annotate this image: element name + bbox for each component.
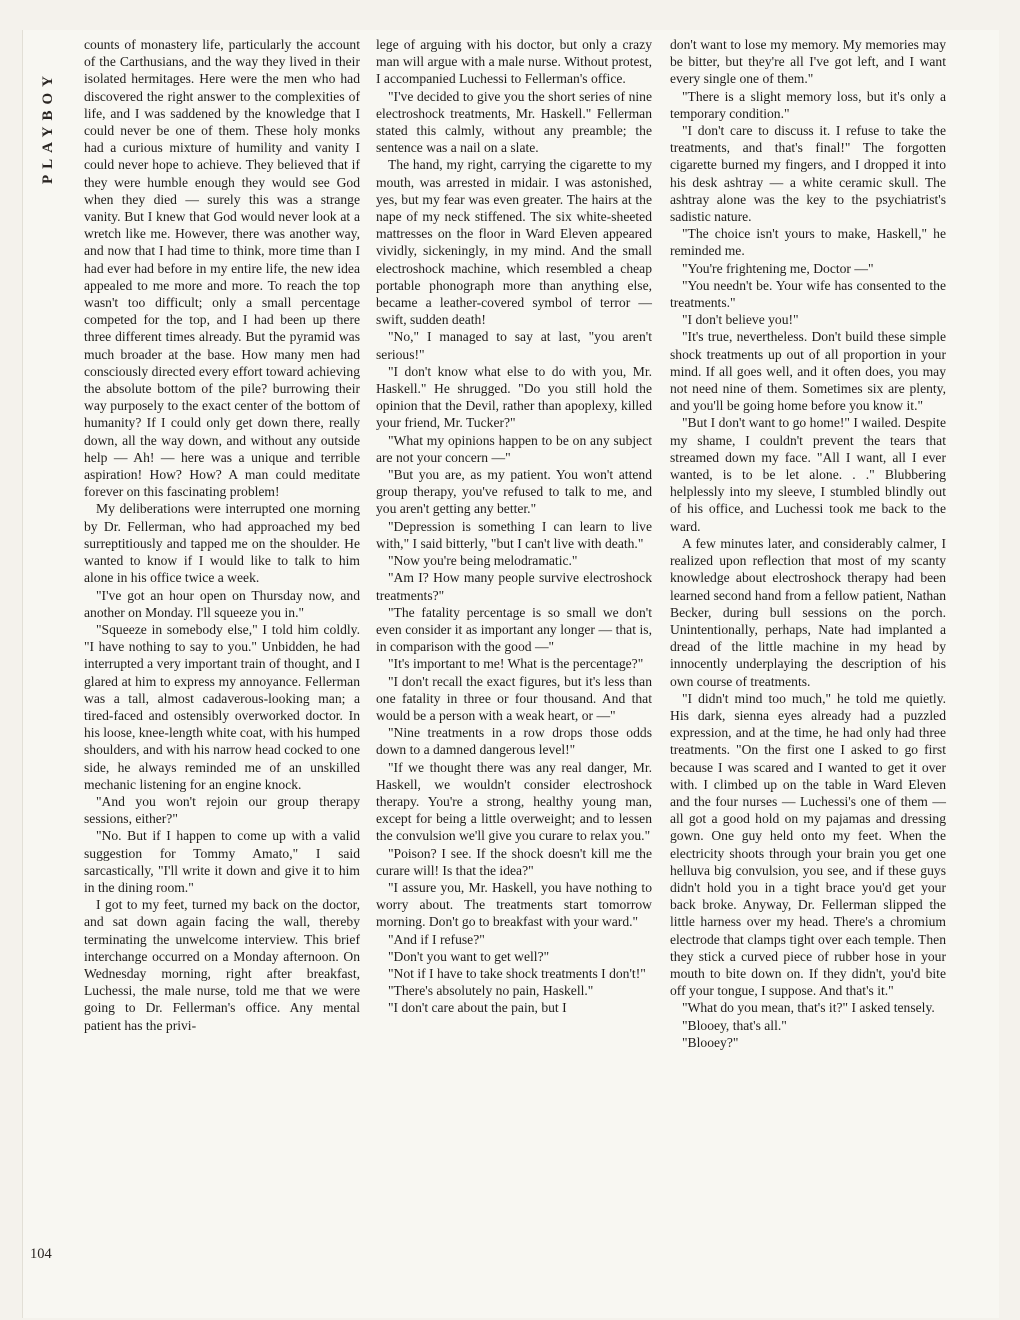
paragraph: "The choice isn't yours to make, Haskell," he reminded me. <box>670 226 946 259</box>
paragraph: "I don't care to discuss it. I refuse to take the treatments, and that's final!" The forgotten cigarette burned my fingers, and I dropped it into his desk ashtray — a white ceramic skull. The ashtray alone was the key to the psychiatrist's sadistic nature. <box>670 123 946 225</box>
magazine-name: PLAYBOY <box>40 70 56 184</box>
paragraph: "Now you're being melodramatic." <box>388 553 578 569</box>
paragraph: "If we thought there was any real danger, Mr. Haskell, we wouldn't consider electroshock therapy. You're a strong, healthy young man, except for being a little overweight; and to lessen the convulsion we'll give you curare to relax you." <box>376 759 652 844</box>
paragraph: "It's important to me! What is the percentage?" <box>388 656 644 672</box>
paragraph: "I don't recall the exact figures, but it's less than one fatality in three or four thousand. And that would be a person with a weak heart, or —" <box>376 673 652 723</box>
paragraph: lege of arguing with his doctor, but only a crazy man will argue with a male nurse. Without protest, I accompanied Luchessi to Fellerman's office. <box>376 37 652 87</box>
paragraph: "I assure you, Mr. Haskell, you have nothing to worry about. The treatments start tomorrow morning. Don't go to breakfast with your ward." <box>376 879 652 930</box>
paragraph: "It's true, nevertheless. Don't build these simple shock treatments up out of all proportion in your mind. If all goes well, and it often does, you may not need nine of them. Sometimes six are plenty, and you'll be going home before you know it." <box>670 329 946 414</box>
paragraph: "Depression is something I can learn to live with," I said bitterly, "but I can't live with death." <box>376 518 652 551</box>
paragraph: "I don't believe you!" <box>682 312 799 328</box>
paragraph: "I don't know what else to do with you, Mr. Haskell." He shrugged. "Do you still hold the opinion that the Devil, rather than apoplexy, killed your friend, Mr. Tucker?" <box>376 363 652 431</box>
paragraph: counts of monastery life, particularly the account of the Carthusians, and the way they lived in their isolated hermitages. Here were the men who had discovered the right answer to the complexities of life, and I was saddened by the knowledge that I could never be one of them. These holy monks had a curious mixture of humility and vanity I could never hope to achieve. They believed that if they were humble enough they would see God when they died — surely this was a strange vanity. But I knew that God would never look at a wretch like me. However, there was another way, and now that I had time to think, more time than I had ever had before in my entire life, the new idea appealed to me more and more. To reach the top wasn't too difficult; only a small percentage competed for the top, and I had been up there three different times already. But the pyramid was much broader at the base. How many men had consciously directed every effort toward achieving the absolute bottom of the pile? burrowing their way purposely to the exact center of the bottom of humanity? If I could only get down there, really down, all the way down, and without any outside help — Ah! — here was a unique and terrible aspiration! How? How? A man could meditate forever on this fascinating problem! <box>84 37 360 500</box>
paragraph: "Don't you want to get well?" <box>388 948 550 964</box>
paragraph: "There is a slight memory loss, but it's only a temporary condition." <box>670 88 946 121</box>
text-column-3 <box>670 36 946 1051</box>
paragraph: "I've got an hour open on Thursday now, and another on Monday. I'll squeeze you in." <box>84 587 360 620</box>
paragraph: "Am I? How many people survive electroshock treatments?" <box>376 570 652 603</box>
page-number: 104 <box>30 1246 52 1262</box>
paragraph: A few minutes later, and considerably calmer, I realized upon reflection that most of my scanty knowledge about electroshock therapy had been learned second hand from a fellow patient, Nathan Becker, during bull sessions on the porch. Unintentionally, perhaps, Nate had implanted a dread of the little machine in my head by innocently underplaying the description of his own course of treatments. <box>670 535 946 689</box>
paragraph: "Poison? I see. If the shock doesn't kill me the curare will! Is that the idea?" <box>376 845 652 878</box>
paragraph: "And if I refuse?" <box>388 931 485 947</box>
paragraph: "But you are, as my patient. You won't attend group therapy, you've refused to talk to me, and you aren't getting any better." <box>376 467 652 517</box>
paragraph: don't want to lose my memory. My memories may be bitter, but they're all I've got left, and I want every single one of them." <box>670 37 946 87</box>
paragraph: "Squeeze in somebody else," I told him coldly. "I have nothing to say to you." Unbidden, he had interrupted a very important train of thought, and I glared at him to express my annoyance. Fellerman was a tall, almost cadaverous-looking man; a tired-faced and ostensibly overworked doctor. In his loose, knee-length white coat, with his humped shoulders, and with his narrow head cocked to one side, he always reminded me of an unskilled mechanic listening for an engine knock. <box>84 621 360 792</box>
text-column-2 <box>376 36 652 1017</box>
paragraph: "There's absolutely no pain, Haskell." <box>388 983 594 999</box>
text-column-1 <box>84 36 360 1034</box>
paragraph: "I didn't mind too much," he told me quietly. His dark, sienna eyes already had a puzzled expression, and at the time, he had only had three treatments. "On the first one I asked to go first because I was scared and I wanted to get it over with. I climbed up on the table in Ward Eleven and the four nurses — Luchessi's one of them — all got a good hold on my pajamas and dressing gown. One guy held onto my feet. When the electricity shoots through your brain you get one helluva big convulsion, you see, and if these guys didn't hold you in a tight brace you'd get your back broke. Anyway, Dr. Fellerman slipped the little harness over my head. There's a chromium electrode that clamps tight over each temple. Then they stick a curved piece of rubber hose in your mouth to bite down on. If they didn't, you'd bite off your tongue, I suppose. And that's it." <box>670 690 946 999</box>
paragraph: "I've decided to give you the short series of nine electroshock treatments, Mr. Haskell." Fellerman stated this calmly, without any preamble; the sentence was a nail on a slate. <box>376 88 652 156</box>
paragraph: The hand, my right, carrying the cigarette to my mouth, was arrested in midair. I was astonished, yes, but my fear was even greater. The hairs at the nape of my neck stiffened. The six white-sheeted mattresses on the floor in Ward Eleven appeared vividly, sickeningly, in my mind. And the small electroshock machine, which resembled a cheap portable phonograph more than anything else, became a leather-covered symbol of terror — swift, sudden death! <box>376 157 652 328</box>
paragraph: "And you won't rejoin our group therapy sessions, either?" <box>84 793 360 827</box>
paragraph: "I don't care about the pain, but I <box>388 1000 567 1016</box>
paragraph: "Blooey?" <box>682 1034 739 1050</box>
paragraph: "But I don't want to go home!" I wailed. Despite my shame, I couldn't prevent the tears that streamed down my face. "All I want, all I ever wanted, is to be let alone. . ." Blubbering helplessly into my sleeve, I stumbled blindly out of his office, and Luchessi took me back to the ward. <box>670 415 946 534</box>
paragraph: My deliberations were interrupted one morning by Dr. Fellerman, who had approached my bed surreptitiously and tapped me on the shoulder. He wanted to know if I would like to talk to him alone in his office twice a week. <box>84 501 360 586</box>
paragraph: "No. But if I happen to come up with a valid suggestion for Tommy Amato," I said sarcastically, "I'll write it down and give it to him in the dining room." <box>84 828 360 895</box>
paragraph: "No," I managed to say at last, "you aren't serious!" <box>376 329 652 362</box>
paragraph: "The fatality percentage is so small we don't even consider it as important any longer — that is, in comparison with the good —" <box>376 604 652 655</box>
paragraph: "You needn't be. Your wife has consented to the treatments." <box>670 277 946 311</box>
paragraph: "What my opinions happen to be on any subject are not your concern —" <box>376 432 652 465</box>
paragraph: "You're frightening me, Doctor —" <box>682 260 874 276</box>
paragraph: "What do you mean, that's it?" I asked tensely. <box>682 1000 935 1016</box>
paragraph: "Nine treatments in a row drops those odds down to a damned dangerous level!" <box>376 725 652 758</box>
paragraph: "Not if I have to take shock treatments I don't!" <box>388 965 646 981</box>
paragraph: "Blooey, that's all." <box>682 1017 787 1033</box>
paragraph: I got to my feet, turned my back on the doctor, and sat down again facing the wall, thereby terminating the unwelcome interview. This brief interchange occurred on a Monday afternoon. On Wednesday morning, right after breakfast, Luchessi, the male nurse, told me that we were going to Dr. Fellerman's office. Any mental patient has the privi- <box>84 897 360 1033</box>
